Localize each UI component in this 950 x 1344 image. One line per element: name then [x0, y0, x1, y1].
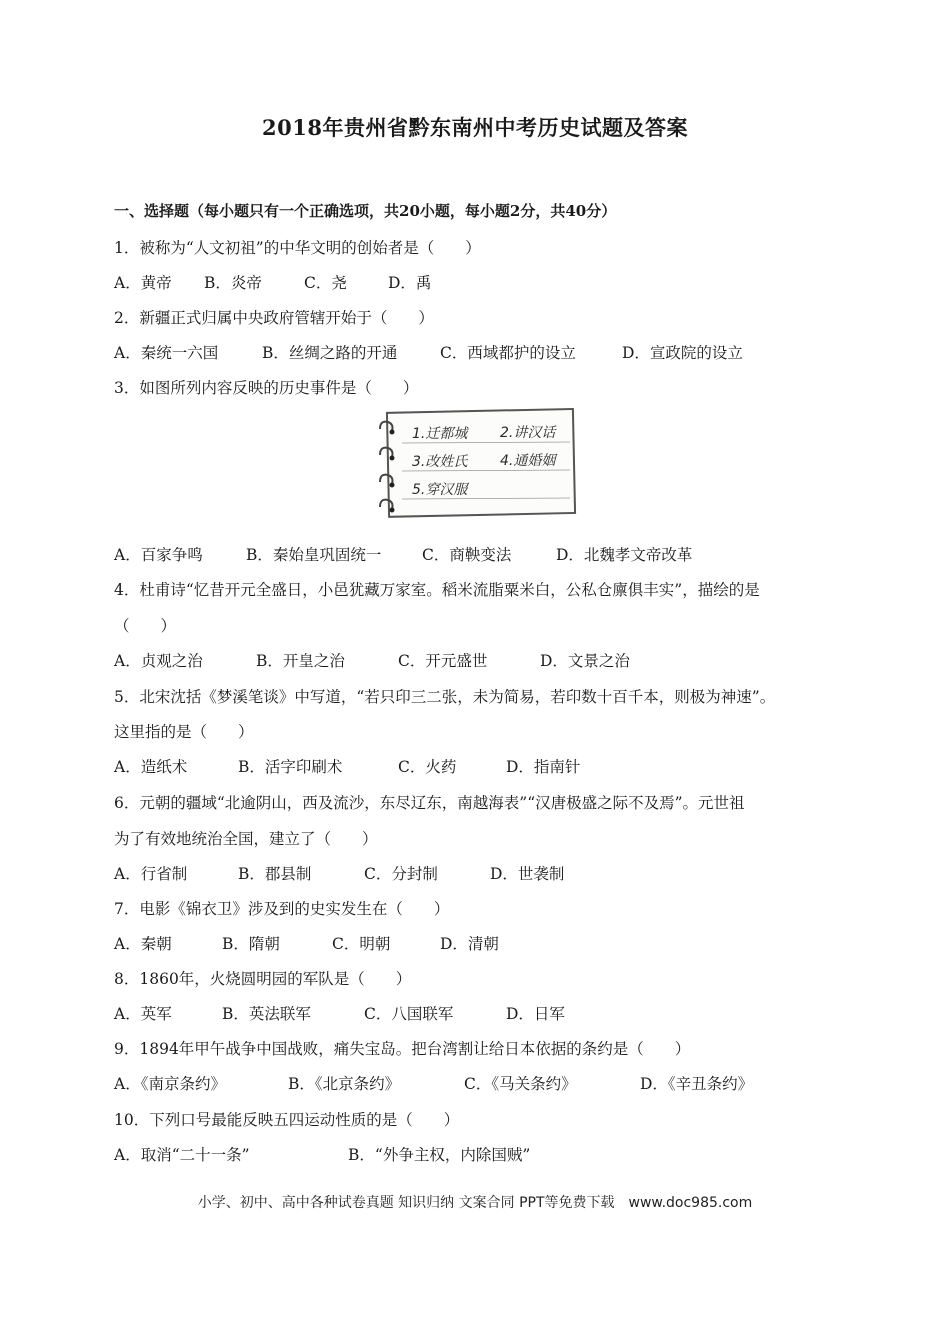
figure-item-4: 4.通婚姻 — [500, 453, 556, 469]
q2-option-b: B．丝绸之路的开通 — [262, 344, 398, 362]
q8-option-a: A．英军 — [114, 1005, 172, 1023]
q7-option-c: C．明朝 — [332, 935, 391, 953]
question-9-text: 9．1894年甲午战争中国战败，痛失宝岛。把台湾割让给日本依据的条约是（ ） — [114, 1040, 691, 1058]
q4-option-b: B．开皇之治 — [256, 652, 345, 670]
q2-option-c: C．西域都护的设立 — [440, 344, 576, 362]
q8-option-b: B．英法联军 — [222, 1005, 311, 1023]
q7-option-b: B．隋朝 — [222, 935, 280, 953]
section-heading: 一、选择题（每小题只有一个正确选项，共20小题，每小题2分，共40分） — [114, 202, 617, 220]
q1-option-c: C．尧 — [304, 274, 347, 292]
q9-option-c: C．《马关条约》 — [464, 1075, 577, 1093]
document-title: 2018年贵州省黔东南州中考历史试题及答案 — [262, 115, 688, 140]
figure-item-3: 3.改姓氏 — [412, 454, 468, 470]
q3-option-c: C．商鞅变法 — [422, 546, 512, 564]
question-2-text: 2．新疆正式归属中央政府管辖开始于（ ） — [114, 309, 434, 327]
q1-option-d: D．禹 — [388, 274, 432, 292]
question-6-text: 6．元朝的疆域“北逾阴山，西及流沙，东尽辽东，南越海表”“汉唐极盛之际不及焉”。元世祖 — [114, 794, 745, 812]
q10-option-b: B．“外争主权，内除国贼” — [348, 1146, 531, 1164]
q6-option-b: B．郡县制 — [238, 865, 312, 883]
q9-option-b: B．《北京条约》 — [288, 1075, 401, 1093]
q1-option-a: A．黄帝 — [114, 274, 172, 292]
q8-option-c: C．八国联军 — [364, 1005, 454, 1023]
question-8-text: 8．1860年，火烧圆明园的军队是（ ） — [114, 970, 412, 988]
question-10-text: 10．下列口号最能反映五四运动性质的是（ ） — [114, 1111, 460, 1129]
q5-option-a: A．造纸术 — [114, 758, 188, 776]
figure-item-5: 5.穿汉服 — [412, 482, 468, 498]
question-1-text: 1．被称为“人文初祖”的中华文明的创始者是（ ） — [114, 239, 481, 257]
q3-option-d: D．北魏孝文帝改革 — [556, 546, 693, 564]
question-5-text: 5．北宋沈括《梦溪笔谈》中写道，“若只印三二张，未为简易，若印数十百千本，则极为神速”。 — [114, 688, 776, 706]
q8-option-d: D．日军 — [506, 1005, 565, 1023]
q5-option-b: B．活字印刷术 — [238, 758, 343, 776]
question-7-text: 7．电影《锦衣卫》涉及到的史实发生在（ ） — [114, 900, 450, 918]
question-5-text-cont: 这里指的是（ ） — [114, 723, 254, 741]
question-6-text-cont: 为了有效地统治全国，建立了（ ） — [114, 830, 378, 848]
q4-option-c: C．开元盛世 — [398, 652, 488, 670]
q5-option-c: C．火药 — [398, 758, 457, 776]
question-4-text: 4．杜甫诗“忆昔开元全盛日，小邑犹藏万家室。稻米流脂粟米白，公私仓廪俱丰实”，描绘的是 — [114, 581, 760, 599]
question-4-text-cont: （ ） — [114, 617, 177, 635]
q3-option-a: A．百家争鸣 — [114, 546, 203, 564]
q2-option-a: A．秦统一六国 — [114, 344, 219, 362]
figure-item-1: 1.迁都城 — [412, 426, 468, 442]
q5-option-d: D．指南针 — [506, 758, 581, 776]
question-3-text: 3．如图所列内容反映的历史事件是（ ） — [114, 379, 419, 397]
q1-option-b: B．炎帝 — [204, 274, 262, 292]
page-footer: 小学、初中、高中各种试卷真题 知识归纳 文案合同 PPT等免费下载 www.doc985.com — [197, 1195, 753, 1211]
q7-option-a: A．秦朝 — [114, 935, 172, 953]
q4-option-a: A．贞观之治 — [114, 652, 203, 670]
q7-option-d: D．清朝 — [440, 935, 499, 953]
notebook-figure — [372, 405, 580, 521]
q9-option-d: D．《辛丑条约》 — [640, 1075, 754, 1093]
q6-option-a: A．行省制 — [114, 865, 188, 883]
q9-option-a: A．《南京条约》 — [114, 1075, 226, 1093]
figure-item-2: 2.讲汉话 — [500, 425, 556, 441]
q6-option-d: D．世袭制 — [490, 865, 565, 883]
q3-option-b: B．秦始皇巩固统一 — [246, 546, 382, 564]
q6-option-c: C．分封制 — [364, 865, 438, 883]
q4-option-d: D．文景之治 — [540, 652, 630, 670]
q10-option-a: A．取消“二十一条” — [114, 1146, 250, 1164]
q2-option-d: D．宣政院的设立 — [622, 344, 743, 362]
